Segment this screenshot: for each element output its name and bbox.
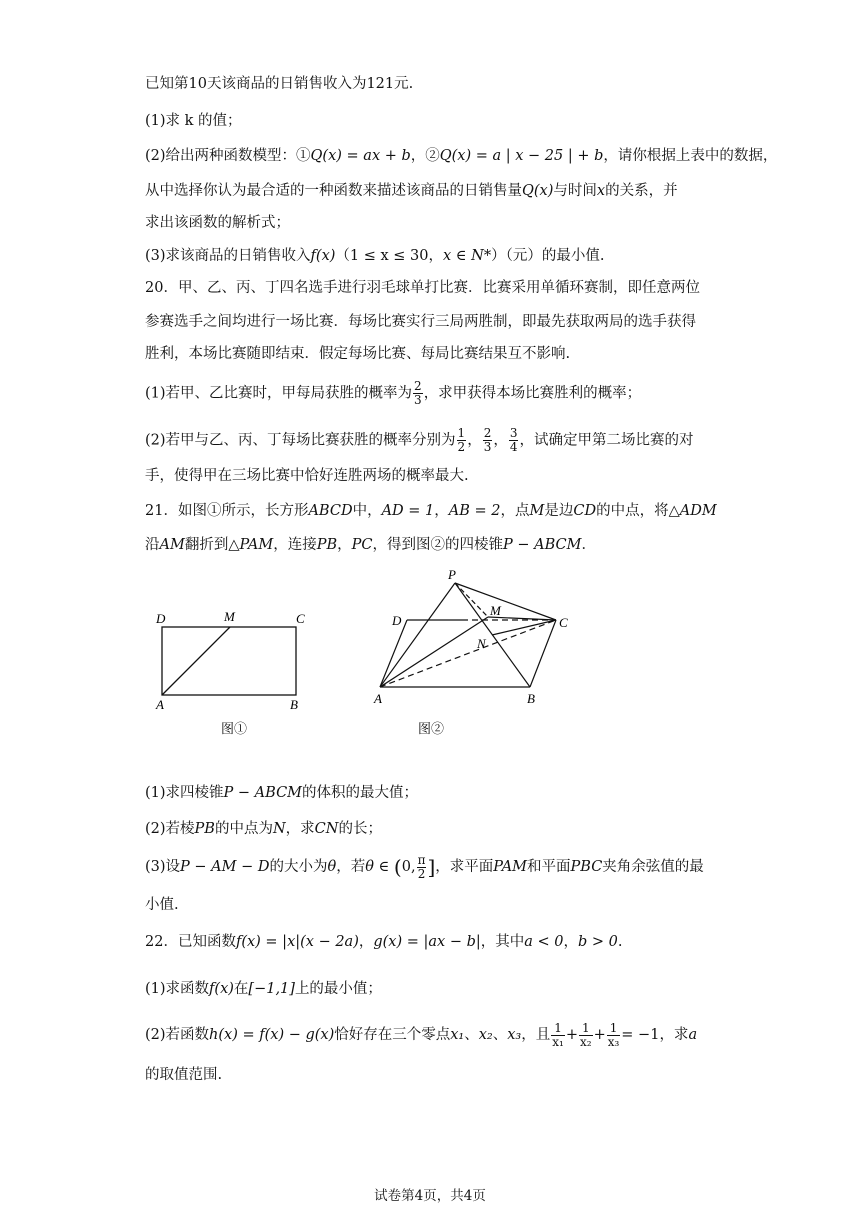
text: 翻折到 [184,537,229,553]
q21-part3 [145,853,704,881]
q22-part2-line2: 的取值范围. [145,1067,223,1083]
fraction [417,854,427,881]
text: ）（元）的最小值. [491,248,605,264]
text: 沿 [145,537,160,553]
text: ，点 [500,503,530,519]
text: 的大小为 [269,859,328,875]
edge-bc [530,620,556,687]
fraction-den: x₂ [579,1034,592,1049]
math: b > 0 [578,934,618,950]
q19-part2-line1 [145,146,777,166]
text: 与时间 [553,183,597,199]
math: CD [573,503,597,519]
fraction-den: 2 [417,866,426,881]
label-a: A [374,691,382,706]
text: ， [337,537,352,553]
math: 0, [401,859,416,875]
text: 的中点为 [214,821,273,837]
text: (3)求该商品的日销售收入 [145,248,311,264]
math: P − ABCM [503,537,582,553]
text: 是边 [544,503,574,519]
text: (2)若甲与乙、丙、丁每场比赛获胜的概率分别为 [145,432,456,449]
text: 22．已知函数 [145,934,236,950]
math: AM [159,537,185,553]
text: 21．如图①所示，长方形 [145,503,309,519]
fraction [413,380,423,407]
q20-part1 [145,380,641,407]
edge-pa [380,583,455,687]
text: (1)求四棱锥 [145,785,224,801]
q21-part3-line2: 小值. [145,897,179,913]
fraction-den: x₁ [552,1034,564,1049]
math: AB = 2 [448,503,501,519]
text: 、 [492,1027,508,1043]
text: ，求甲获得本场比赛胜利的概率； [423,385,642,402]
math: N [272,821,286,837]
text: + [565,1027,578,1043]
q19-part1: (1)求 k 的值； [145,113,242,129]
math: g(x) = |ax − b| [373,934,481,950]
math: AD = 1 [381,503,435,519]
fraction-num: 1 [457,426,466,440]
fraction [607,1022,621,1049]
math: P − AM − D [180,859,270,875]
text: (2)给出两种函数模型：① [145,148,311,164]
math: M [529,503,545,519]
text: ，求 [659,1027,689,1043]
fraction-den: 3 [414,393,422,407]
caption-fig1: 图① [221,722,248,737]
math: PAM [493,859,528,875]
text: 的长； [338,821,382,837]
fraction-num: 2 [483,426,492,440]
text: ， [563,934,578,950]
text: + [593,1027,606,1043]
fraction-num: 1 [551,1022,565,1036]
text: ，② [410,148,440,164]
text: = −1 [621,1027,660,1043]
math: a [688,1027,698,1043]
text: 夹角余弦值的最 [602,859,704,875]
label-m: M [224,609,235,624]
math: PBC [570,859,603,875]
q19-part2-line3: 求出该函数的解析式； [145,215,290,231]
math: △PAM [228,537,274,553]
text: 恰好存在三个零点 [334,1027,451,1043]
math: PB [316,537,338,553]
math: θ [327,859,337,875]
math-q: Q(x) [522,183,554,199]
math-model-1: Q(x) = ax + b [310,148,411,164]
label-d: D [392,613,402,628]
math-f: f(x) [310,248,336,264]
text: 的体积的最大值； [302,785,419,801]
q20-part2-line2: 手，使得甲在三场比赛中恰好连胜两场的概率最大. [145,468,469,484]
math: PB [194,821,215,837]
edge-ad [380,620,407,687]
text: 中， [352,503,382,519]
paren-left: ( [393,855,402,879]
text: . [617,934,623,950]
math: a < 0 [524,934,564,950]
text: ，请你根据上表中的数据， [603,148,778,164]
text: ，试确定甲第二场比赛的对 [519,432,694,449]
fraction-den: 2 [457,440,466,454]
text: (1)求函数 [145,981,210,997]
fraction-den: 3 [483,440,492,454]
fraction [509,427,519,454]
text: ，且 [521,1027,551,1043]
text: ， [434,503,449,519]
text: ，若 [336,859,366,875]
math: h(x) = f(x) − g(x) [209,1027,335,1043]
q21-line2 [145,535,596,555]
math: PC [351,537,373,553]
text: ． [581,537,596,553]
fraction-num: 1 [607,1022,621,1036]
fraction [483,427,493,454]
label-d: D [156,611,166,626]
q19-intro: 已知第10天该商品的日销售收入为121元. [145,76,414,92]
fraction-den: 4 [509,440,518,454]
text: ，得到图②的四棱锥 [372,537,504,553]
label-m: M [490,603,501,618]
text: ，连接 [273,537,317,553]
fraction [579,1022,593,1049]
page-footer: 试卷第4页，共4页 [374,1188,486,1204]
math: x₁ [450,1027,465,1043]
text: 上的最小值； [294,981,382,997]
math: ABCD [308,503,353,519]
q20-line2: 参赛选手之间均进行一场比赛．每场比赛实行三局两胜制，即最先获取两局的选手获得 [145,314,696,330]
text: 的关系，并 [605,183,678,199]
q22-line1 [145,932,622,952]
text: 和平面 [527,859,571,875]
math: f(x) [209,981,234,997]
math: △ADM [668,503,717,519]
edge-pc [455,583,556,620]
text: ，求 [285,821,315,837]
text: ，其中 [480,934,525,950]
label-b: B [290,697,298,712]
text: ，求平面 [435,859,494,875]
math-x: x [596,183,606,199]
math: f(x) = |x|(x − 2a) [235,934,359,950]
text: （1 ≤ x ≤ 30， [335,248,443,264]
text: (3)设 [145,859,181,875]
fraction [551,1022,565,1049]
text: 、 [464,1027,479,1043]
text: 在 [233,981,249,997]
label-a: A [156,697,164,712]
q21-part1 [145,783,418,803]
text: (1)若甲、乙比赛时，甲每局获胜的概率为 [145,385,413,402]
caption-fig2: 图② [418,722,445,737]
math: [−1,1] [248,981,295,997]
q20-line3: 胜利，本场比赛随即结束．假定每场比赛、每局比赛结果互不影响. [145,346,571,362]
text: (2)若函数 [145,1027,210,1043]
q19-part3 [145,246,604,266]
q20-part2: (2)若甲与乙、丙、丁每场比赛获胜的概率分别为 $\frac{1}{2}$ ， $\frac{2}{3}$ ， $\frac{3}{4}$ ，试确定甲第二场比赛的对 [145,426,694,454]
text: ， [358,934,374,950]
q22-part2 [145,1018,697,1052]
fraction-num: 1 [579,1022,593,1036]
math: P − ABCM [223,785,303,801]
math-domain: x ∈ N* [443,248,492,264]
label-b: B [527,691,535,706]
q19-part2-line2 [145,181,678,201]
text: 的中点，将 [596,503,669,519]
label-p: P [448,567,456,582]
math: x₂ [478,1027,493,1043]
bracket-right: ] [427,855,436,879]
text: 从中选择你认为最合适的一种函数来描述该商品的日销售量 [145,183,522,199]
q21-line1 [145,501,717,521]
fraction-num: 2 [414,379,422,393]
segment-am [162,627,230,695]
fraction-num: π [417,852,426,867]
math: θ ∈ [365,859,390,875]
label-c: C [559,615,568,630]
q20-line1: 20．甲、乙、丙、丁四名选手进行羽毛球单打比赛．比赛采用单循环赛制，即任意两位 [145,280,700,296]
math: x₃ [507,1027,522,1043]
q21-part2 [145,819,382,839]
q22-part1 [145,979,382,999]
math-model-2: Q(x) = a | x − 25 | + b [439,148,604,164]
rectangle-abcd [162,627,296,695]
figure-2-pyramid [370,565,580,710]
label-n: N [477,636,486,651]
fraction [457,427,467,454]
fraction-den: x₃ [607,1034,620,1049]
edge-pm-hidden [455,583,488,617]
math: CN [314,821,339,837]
text: (2)若棱 [145,821,195,837]
figure-1-rectangle [150,605,320,715]
fraction-num: 3 [509,426,518,440]
label-c: C [296,611,305,626]
